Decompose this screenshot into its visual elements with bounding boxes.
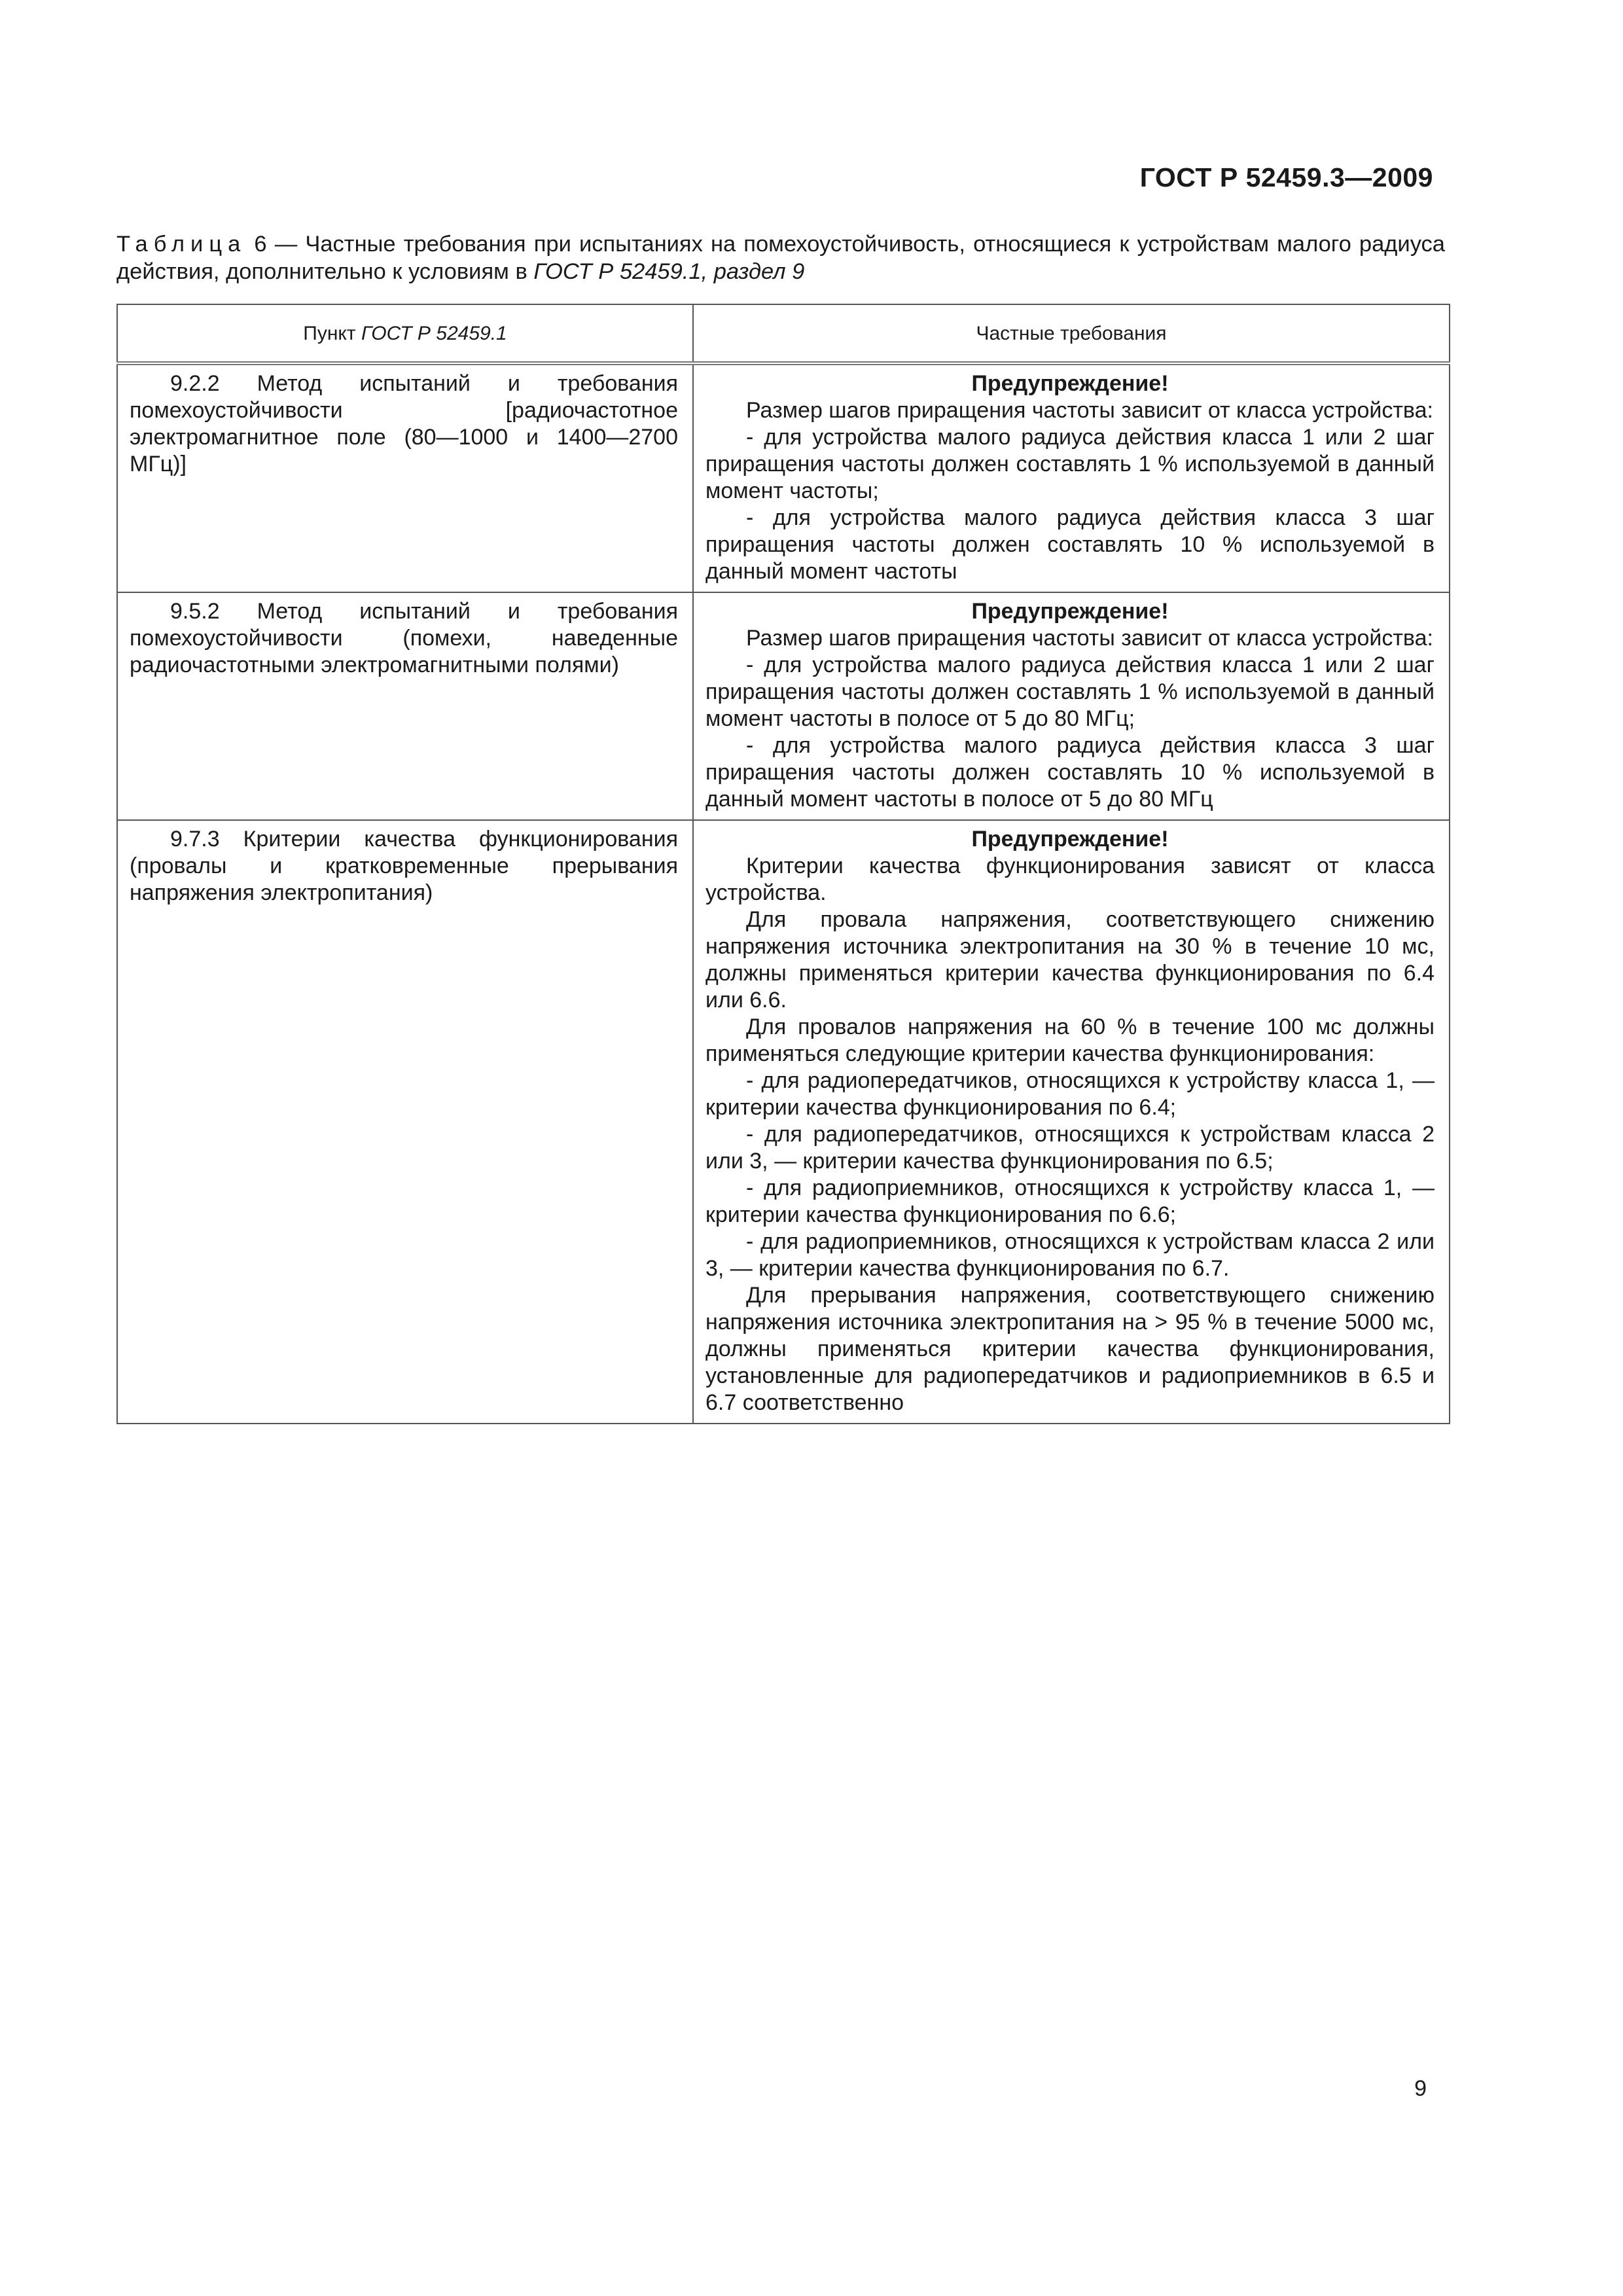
requirements-cell: [693, 820, 1450, 1424]
requirement-paragraph: Критерии качества функционирования зависят от класса устройства.: [705, 853, 1435, 905]
column-header-clause-prefix: Пункт: [303, 322, 361, 344]
clause-cell: [117, 592, 693, 820]
requirement-paragraph: Для провала напряжения, соответствующего снижению напряжения источника электропитания на 30 % в течение 10 мс, должны применяться критерии качества функционирования по 6.4 или 6.6.: [705, 907, 1435, 1013]
column-header-clause: [117, 304, 693, 363]
clause-text: 9.5.2 Метод испытаний и требования помехоустойчивости (помехи, наведенные радиочастотными электромагнитными полями): [130, 599, 678, 677]
column-header-clause-ref: ГОСТ Р 52459.1: [361, 322, 507, 344]
warning-label: Предупреждение!: [971, 599, 1169, 624]
requirement-paragraph: Размер шагов приращения частоты зависит от класса устройства:: [746, 626, 1433, 651]
table-caption-label: Таблица: [116, 232, 247, 257]
requirements-table: [116, 304, 1450, 1424]
table-row: [117, 820, 1450, 1424]
page-number: 9: [1414, 2076, 1427, 2101]
requirement-paragraph: - для радиоприемников, относящихся к устройствам класса 2 или 3, — критерии качества функционирования по 6.7.: [705, 1229, 1435, 1281]
table-caption: [116, 230, 1445, 285]
requirement-paragraph: - для устройства малого радиуса действия класса 3 шаг приращения частоты должен составлять 10 % используемой в данный момент частоты: [705, 505, 1435, 584]
document-code-header: ГОСТ Р 52459.3—2009: [1139, 162, 1433, 192]
clause-text: 9.2.2 Метод испытаний и требования помехоустойчивости [радиочастотное электромагнитное поле (80—1000 и 1400—2700 МГц)]: [130, 371, 678, 476]
requirement-paragraph: - для радиопередатчиков, относящихся к устройствам класса 2 или 3, — критерии качества функционирования по 6.5;: [705, 1122, 1435, 1174]
table-caption-text: 6 — Частные требования при испытаниях на помехоустойчивость, относящиеся к устройствам малого радиуса действия, дополнительно к условиям в: [116, 232, 1445, 284]
table-row: [117, 592, 1450, 820]
requirement-paragraph: Для прерывания напряжения, соответствующего снижению напряжения источника электропитания на > 95 % в течение 5000 мс, должны применяться критерии качества функционирования, установленные для радиопередатчиков и радиоприемников в 6.5 и 6.7 соответственно: [705, 1283, 1435, 1415]
table-row: [117, 363, 1450, 592]
clause-text: 9.7.3 Критерии качества функционирования (провалы и кратковременные прерывания напряжения электропитания): [130, 827, 678, 905]
column-header-requirements: Частные требования: [693, 304, 1450, 363]
requirement-paragraph: - для устройства малого радиуса действия класса 3 шаг приращения частоты должен составлять 10 % используемой в данный момент частоты в полосе от 5 до 80 МГц: [705, 733, 1435, 812]
warning-label: Предупреждение!: [971, 371, 1169, 396]
requirement-paragraph: - для радиоприемников, относящихся к устройству класса 1, — критерии качества функционирования по 6.6;: [705, 1175, 1435, 1227]
requirement-paragraph: Для провалов напряжения на 60 % в течение 100 мс должны применяться следующие критерии качества функционирования:: [705, 1014, 1435, 1066]
requirement-paragraph: - для устройства малого радиуса действия класса 1 или 2 шаг приращения частоты должен составлять 1 % используемой в данный момент частоты;: [705, 425, 1435, 503]
requirements-cell: [693, 363, 1450, 592]
clause-cell: [117, 820, 693, 1424]
clause-cell: [117, 363, 693, 592]
requirements-cell: [693, 592, 1450, 820]
requirement-paragraph: Размер шагов приращения частоты зависит от класса устройства:: [746, 398, 1433, 423]
requirement-paragraph: - для устройства малого радиуса действия класса 1 или 2 шаг приращения частоты должен составлять 1 % используемой в данный момент частоты в полосе от 5 до 80 МГц;: [705, 653, 1435, 731]
requirement-paragraph: - для радиопередатчиков, относящихся к устройству класса 1, — критерии качества функционирования по 6.4;: [705, 1068, 1435, 1120]
warning-label: Предупреждение!: [971, 827, 1169, 852]
table-caption-reference: ГОСТ Р 52459.1, раздел 9: [533, 259, 805, 284]
table-header-row: [117, 304, 1450, 363]
